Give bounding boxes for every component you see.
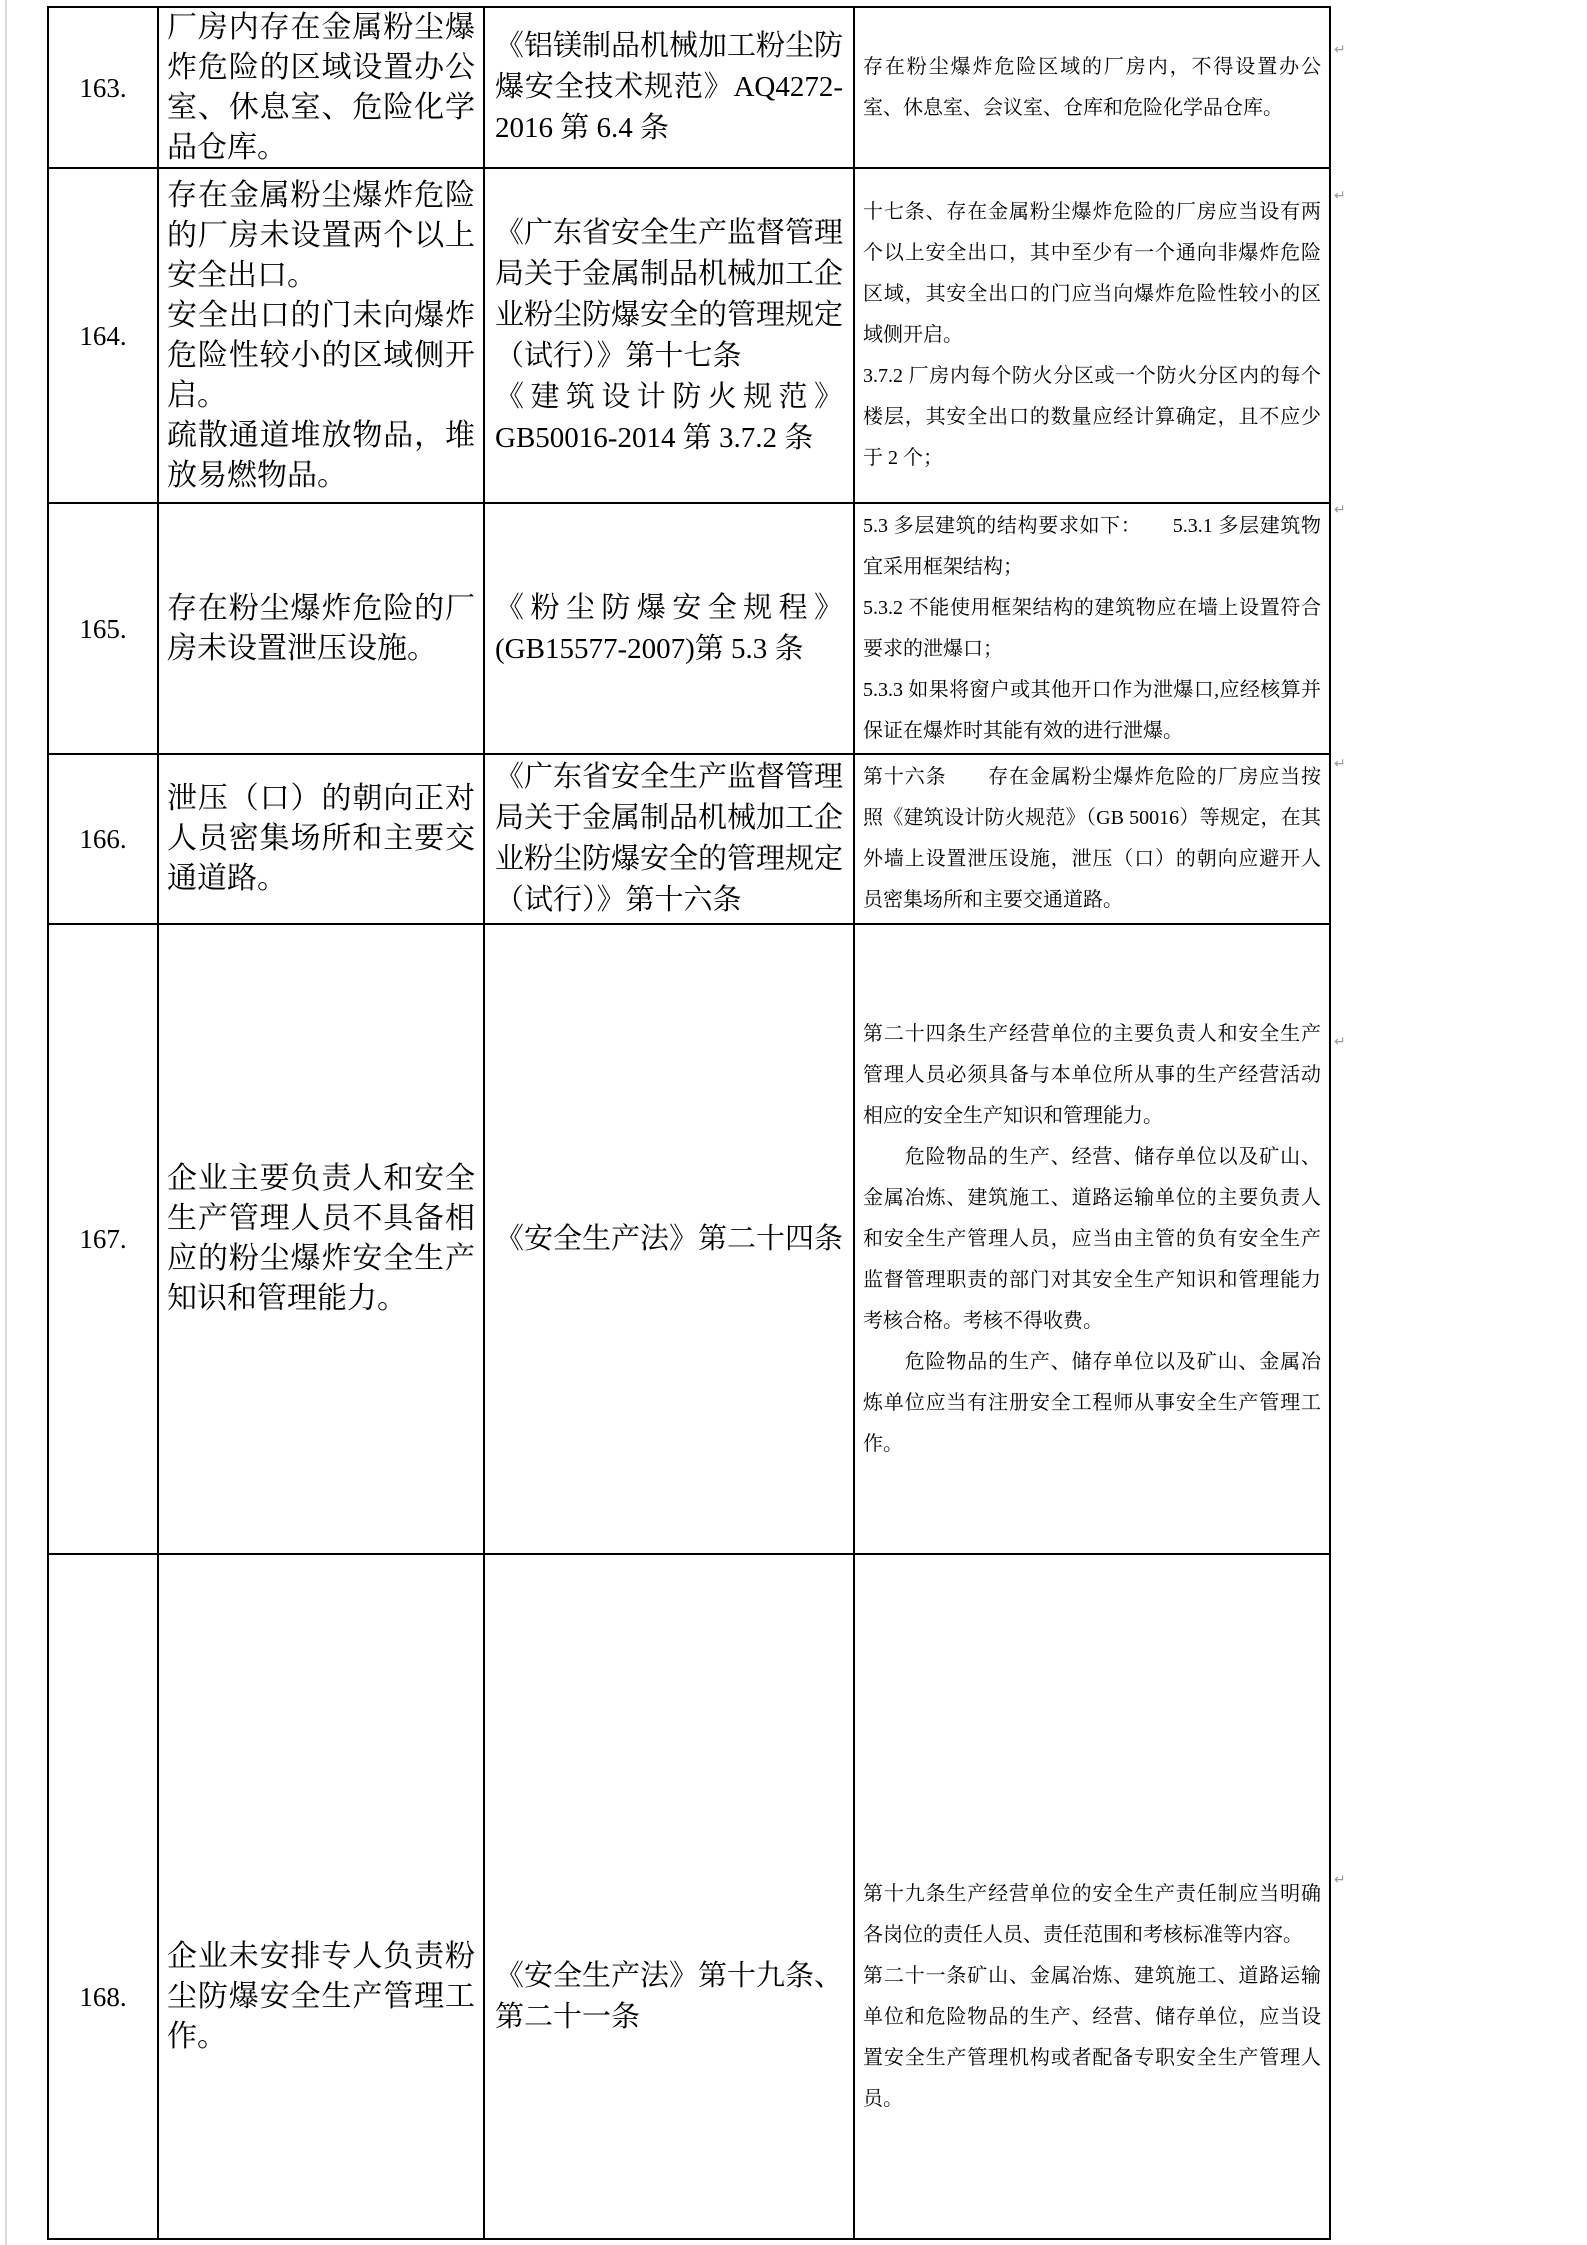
row-number: 165. — [79, 613, 127, 644]
cell-paragraph: 危险物品的生产、经营、储存单位以及矿山、金属冶炼、建筑施工、道路运输单位的主要负责人和安全生产管理人员，应当由主管的负有安全生产监督管理职责的部门对其安全生产知识和管理能力考核合格。考核不得收费。 — [863, 1145, 1321, 1332]
table-row-165 — [49, 504, 1331, 755]
table-row-167 — [49, 925, 1331, 1555]
cell-paragraph: 危险物品的生产、储存单位以及矿山、金属冶炼单位应当有注册安全工程师从事安全生产管理工作。 — [863, 1350, 1321, 1455]
cell-paragraph: 第十六条 存在金属粉尘爆炸危险的厂房应当按照《建筑设计防火规范》（GB 50016）等规定，在其外墙上设置泄压设施，泄压（口）的朝向应避开人员密集场所和主要交通道路。 — [863, 766, 1321, 911]
table-row-164 — [49, 169, 1331, 504]
table-row-166 — [49, 755, 1331, 925]
row-number-cell — [49, 8, 159, 169]
basis-cell — [485, 169, 855, 504]
cell-paragraph: 《安全生产法》第二十四条 — [495, 1222, 844, 1255]
cell-paragraph: 泄压（口）的朝向正对人员密集场所和主要交通道路。 — [167, 782, 475, 895]
cell-paragraph: 《建筑设计防火规范》GB50016-2014 第 3.7.2 条 — [495, 380, 843, 454]
detail-cell — [855, 169, 1331, 504]
cell-paragraph: 5.3.2 不能使用框架结构的建筑物应在墙上设置符合要求的泄爆口； — [863, 596, 1321, 660]
cell-paragraph: 第二十四条生产经营单位的主要负责人和安全生产管理人员必须具备与本单位所从事的生产经营活动相应的安全生产知识和管理能力。 — [863, 1022, 1321, 1127]
cell-paragraph: 安全出口的门未向爆炸危险性较小的区域侧开启。 — [167, 298, 475, 412]
issue-cell — [159, 8, 485, 169]
paragraph-mark-icon: ↵ — [1334, 1034, 1346, 1050]
row-number: 166. — [79, 824, 127, 854]
row-number: 163. — [79, 72, 127, 103]
cell-paragraph: 《铝镁制品机械加工粉尘防爆安全技术规范》AQ4272-2016 第 6.4 条 — [495, 30, 844, 144]
detail-cell — [855, 755, 1331, 925]
cell-paragraph: 5.3.3 如果将窗户或其他开口作为泄爆口,应经核算并保证在爆炸时其能有效的进行泄爆。 — [863, 678, 1321, 742]
row-number-cell — [49, 169, 159, 504]
row-number: 168. — [79, 1981, 127, 2012]
issue-cell — [159, 169, 485, 504]
row-number: 167. — [79, 1224, 127, 1254]
cell-paragraph: 企业未安排专人负责粉尘防爆安全生产管理工作。 — [167, 1939, 475, 2053]
cell-paragraph: 存在粉尘爆炸危险的厂房未设置泄压设施。 — [167, 591, 475, 665]
issue-cell — [159, 504, 485, 755]
paragraph-mark-icon: ↵ — [1334, 502, 1346, 518]
basis-cell — [485, 755, 855, 925]
paragraph-mark-icon: ↵ — [1334, 42, 1346, 58]
cell-paragraph: 《安全生产法》第十九条、第二十一条 — [495, 1959, 844, 2033]
paragraph-mark-icon: ↵ — [1334, 1872, 1346, 1888]
page-edge-line — [5, 0, 7, 2245]
cell-paragraph: 《粉尘防爆安全规程》(GB15577-2007)第 5.3 条 — [495, 591, 843, 665]
cell-paragraph: 5.3 多层建筑的结构要求如下： 5.3.1 多层建筑物宜采用框架结构； — [863, 514, 1321, 578]
detail-cell — [855, 925, 1331, 1555]
cell-paragraph: 《广东省安全生产监督管理局关于金属制品机械加工企业粉尘防爆安全的管理规定（试行）》第十七条 — [495, 216, 844, 372]
paragraph-mark-icon: ↵ — [1334, 756, 1346, 772]
row-number: 164. — [79, 320, 127, 351]
cell-paragraph: 存在金属粉尘爆炸危险的厂房未设置两个以上安全出口。 — [167, 178, 475, 292]
row-number-cell — [49, 1555, 159, 2240]
detail-cell — [855, 8, 1331, 169]
row-number-cell — [49, 925, 159, 1555]
cell-paragraph: 十七条、存在金属粉尘爆炸危险的厂房应当设有两个以上安全出口，其中至少有一个通向非爆炸危险区域，其安全出口的门应当向爆炸危险性较小的区域侧开启。 — [863, 201, 1321, 346]
issue-cell — [159, 755, 485, 925]
cell-paragraph: 企业主要负责人和安全生产管理人员不具备相应的粉尘爆炸安全生产知识和管理能力。 — [167, 1162, 475, 1315]
detail-cell — [855, 504, 1331, 755]
issue-cell — [159, 925, 485, 1555]
cell-paragraph: 第十九条生产经营单位的安全生产责任制应当明确各岗位的责任人员、责任范围和考核标准等内容。 — [863, 1882, 1321, 1946]
table-row-168 — [49, 1555, 1331, 2240]
table-row-163 — [49, 8, 1331, 169]
basis-cell — [485, 504, 855, 755]
cell-paragraph: 厂房内存在金属粉尘爆炸危险的区域设置办公室、休息室、危险化学品仓库。 — [167, 10, 475, 164]
paragraph-mark-icon: ↵ — [1334, 188, 1346, 204]
row-number-cell — [49, 504, 159, 755]
detail-cell — [855, 1555, 1331, 2240]
issue-cell — [159, 1555, 485, 2240]
basis-cell — [485, 8, 855, 169]
row-number-cell — [49, 755, 159, 925]
cell-paragraph: 《广东省安全生产监督管理局关于金属制品机械加工企业粉尘防爆安全的管理规定（试行）》第十六条 — [495, 761, 844, 916]
cell-paragraph: 第二十一条矿山、金属冶炼、建筑施工、道路运输单位和危险物品的生产、经营、储存单位，应当设置安全生产管理机构或者配备专职安全生产管理人员。 — [863, 1964, 1321, 2110]
cell-paragraph: 疏散通道堆放物品，堆放易燃物品。 — [167, 418, 475, 492]
basis-cell — [485, 925, 855, 1555]
cell-paragraph: 存在粉尘爆炸危险区域的厂房内，不得设置办公室、休息室、会议室、仓库和危险化学品仓库。 — [863, 55, 1321, 119]
safety-checklist-table — [47, 6, 1331, 2240]
basis-cell — [485, 1555, 855, 2240]
cell-paragraph: 3.7.2 厂房内每个防火分区或一个防火分区内的每个楼层，其安全出口的数量应经计算确定，且不应少于 2 个； — [863, 365, 1321, 469]
